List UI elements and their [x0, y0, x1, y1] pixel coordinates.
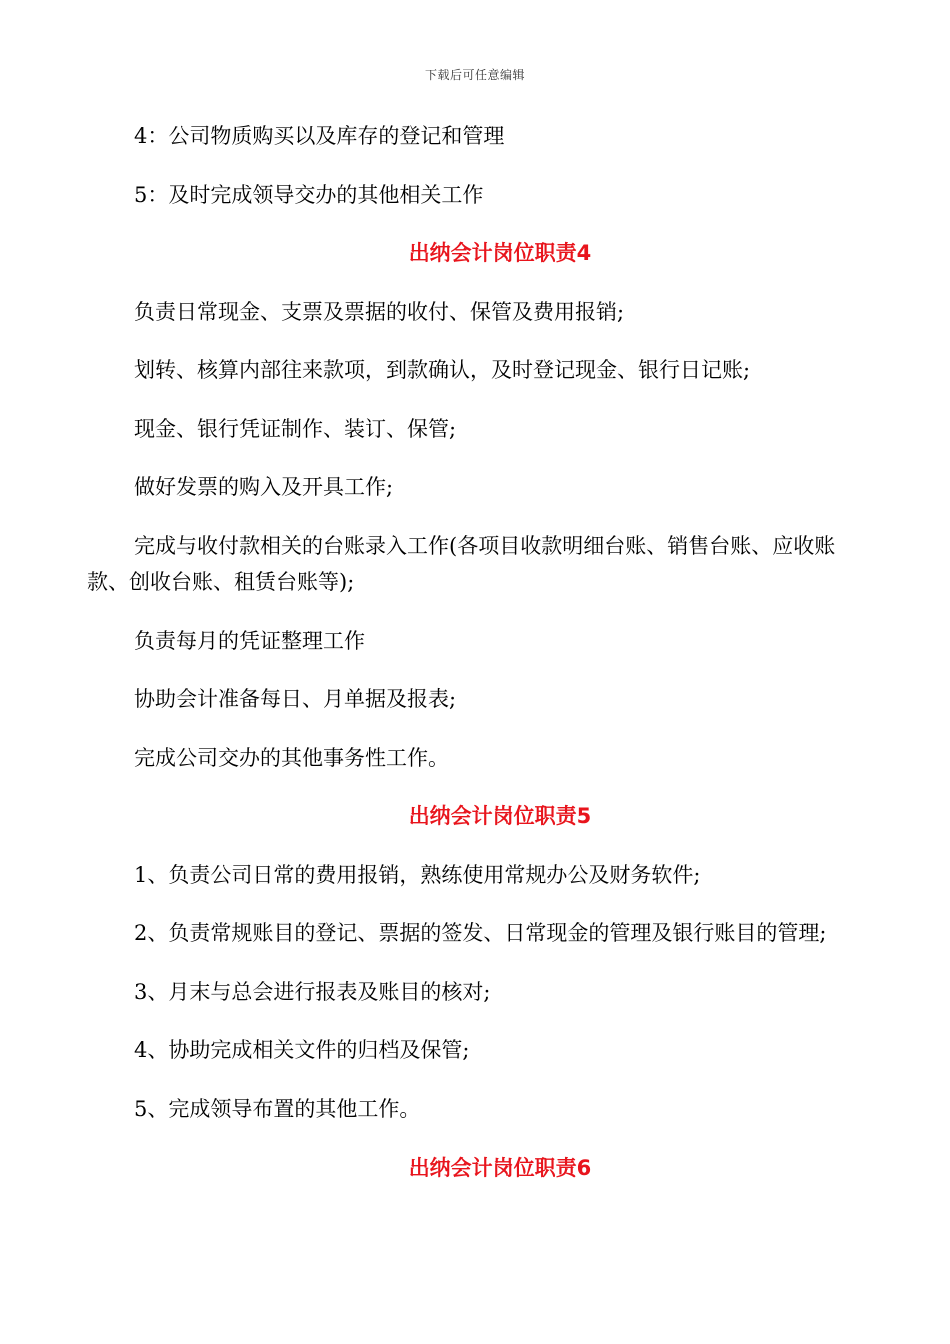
list-item: 现金、银行凭证制作、装订、保管; — [134, 417, 457, 441]
paragraph: 5：及时完成领导交办的其他相关工作 — [134, 183, 484, 207]
list-item: 负责日常现金、支票及票据的收付、保管及费用报销; — [134, 300, 625, 324]
list-item: 负责每月的凭证整理工作 — [134, 629, 365, 653]
list-item: 4、协助完成相关文件的归档及保管; — [134, 1038, 470, 1062]
paragraph: 4：公司物质购买以及库存的登记和管理 — [134, 124, 505, 148]
list-item: 2、负责常规账目的登记、票据的签发、日常现金的管理及银行账目的管理; — [134, 921, 827, 945]
list-item: 完成与收付款相关的台账录入工作(各项目收款明细台账、销售台账、应收账款、创收台账、租赁台账等); — [87, 534, 836, 594]
section-heading: 出纳会计岗位职责6 — [408, 1156, 592, 1180]
list-item: 完成公司交办的其他事务性工作。 — [134, 746, 449, 770]
list-item: 划转、核算内部往来款项，到款确认，及时登记现金、银行日记账; — [134, 358, 751, 382]
list-item: 3、月末与总会进行报表及账目的核对; — [134, 980, 491, 1004]
page-header: 下载后可任意编辑 — [424, 68, 525, 82]
list-item: 1、负责公司日常的费用报销，熟练使用常规办公及财务软件; — [134, 863, 701, 887]
list-item: 5、完成领导布置的其他工作。 — [134, 1097, 421, 1121]
section-heading: 出纳会计岗位职责4 — [408, 241, 592, 265]
list-item: 做好发票的购入及开具工作; — [134, 475, 394, 499]
section-heading: 出纳会计岗位职责5 — [408, 804, 592, 828]
list-item: 协助会计准备每日、月单据及报表; — [134, 687, 457, 711]
